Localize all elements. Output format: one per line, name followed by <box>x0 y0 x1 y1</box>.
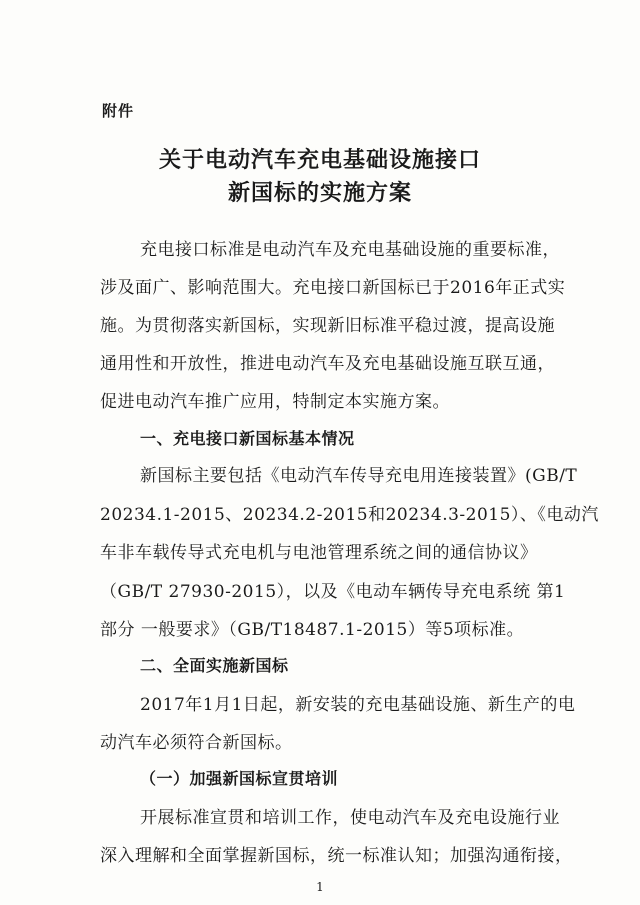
subsection1-heading: （一）加强新国标宣贯培训 <box>140 769 339 788</box>
subsection1-line-2: 深入理解和全面掌握新国标，统一标准认知；加强沟通衔接， <box>100 846 573 866</box>
section1-line-3: 车非车载传导式充电机与电池管理系统之间的通信协议》 <box>100 543 538 563</box>
section2-line-1: 2017年1月1日起，新安装的充电基础设施、新生产的电 <box>140 695 576 715</box>
intro-line-5: 促进电动汽车推广应用，特制定本实施方案。 <box>100 392 450 412</box>
attachment-label: 附件 <box>102 102 135 120</box>
section1-line-4: （GB/T 27930-2015），以及《电动车辆传导充电系统 第1 <box>100 582 566 602</box>
intro-line-1: 充电接口标准是电动汽车及充电基础设施的重要标准， <box>140 240 560 260</box>
intro-line-4: 通用性和开放性，推进电动汽车及充电基础设施互联互通， <box>100 354 555 374</box>
page-number: 1 <box>316 880 324 894</box>
section1-line-1: 新国标主要包括《电动汽车传导充电用连接装置》(GB/T <box>140 466 578 486</box>
section2-heading: 二、全面实施新国标 <box>140 656 289 675</box>
section2-line-2: 动汽车必须符合新国标。 <box>100 733 293 753</box>
subsection1-line-1: 开展标准宣贯和培训工作，使电动汽车及充电设施行业 <box>140 808 560 828</box>
section1-line-2: 20234.1-2015、20234.2-2015和20234.3-2015）、《电动汽 <box>100 505 599 525</box>
section1-line-5: 部分 一般要求》（GB/T18487.1-2015）等5项标准。 <box>100 620 525 640</box>
intro-line-3: 施。为贯彻落实新国标，实现新旧标准平稳过渡，提高设施 <box>100 316 555 336</box>
section1-heading: 一、充电接口新国标基本情况 <box>140 429 355 448</box>
intro-line-2: 涉及面广、影响范围大。充电接口新国标已于2016年正式实 <box>100 278 566 298</box>
document-title-line2: 新国标的实施方案 <box>227 180 412 206</box>
document-title-line1: 关于电动汽车充电基础设施接口 <box>158 147 481 173</box>
